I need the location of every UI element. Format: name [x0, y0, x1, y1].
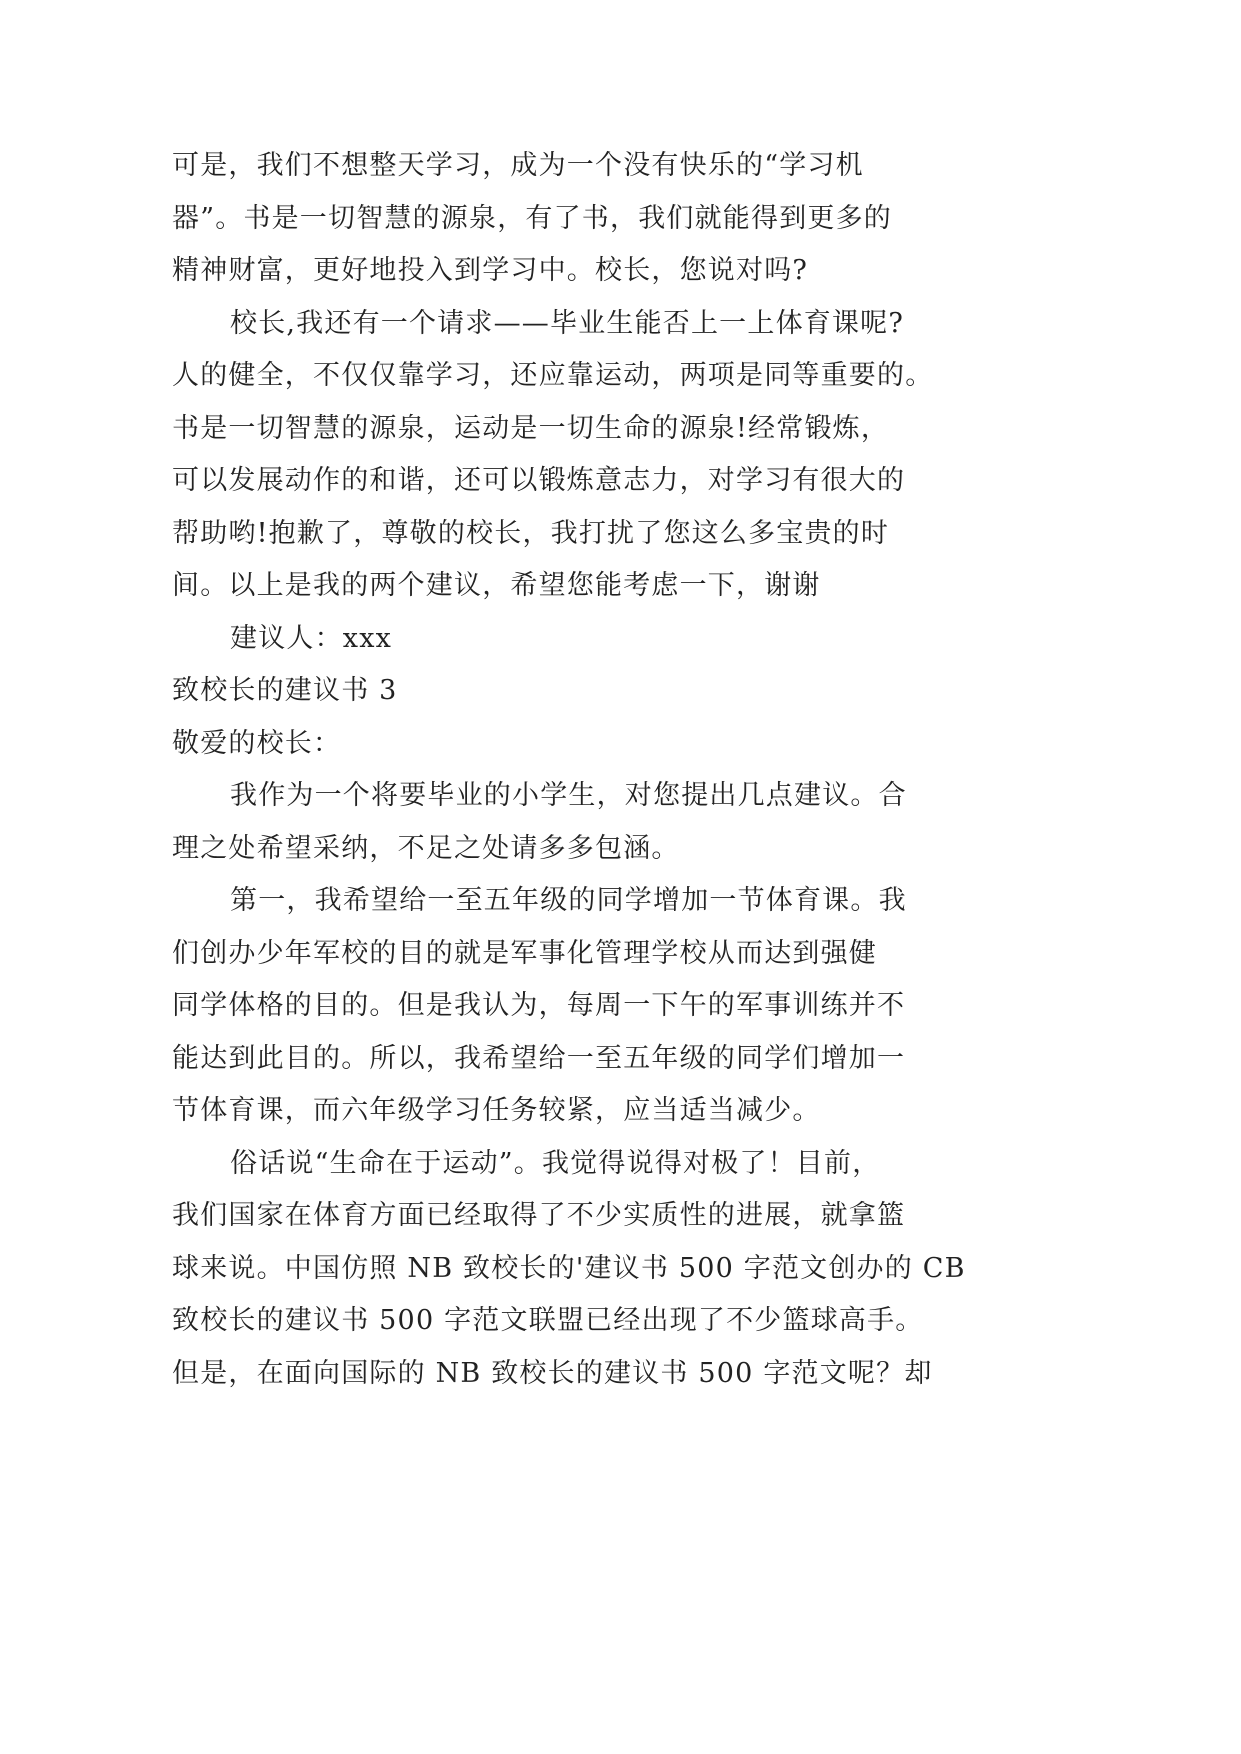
text-line: 致校长的建议书 500 字范文联盟已经出现了不少篮球高手。: [172, 1305, 924, 1336]
text-line: 间。以上是我的两个建议，希望您能考虑一下，谢谢: [172, 570, 821, 601]
signature-line: 建议人：xxx: [230, 622, 393, 654]
text-line: 们创办少年军校的目的就是军事化管理学校从而达到强健: [172, 937, 877, 969]
text-line: 可以发展动作的和谐，还可以锻炼意志力，对学习有很大的: [172, 465, 906, 496]
text-line: 理之处希望采纳，不足之处请多多包涵。: [172, 832, 680, 864]
text-line: 可是，我们不想整天学习，成为一个没有快乐的“学习机: [172, 150, 864, 181]
salutation: 敬爱的校长：: [172, 727, 342, 759]
text-line: 但是，在面向国际的 NB 致校长的建议书 500 字范文呢？却: [172, 1357, 933, 1389]
text-line: 书是一切智慧的源泉，运动是一切生命的源泉!经常锻炼，: [172, 412, 890, 444]
paragraph-start-line: 第一，我希望给一至五年级的同学增加一节体育课。我: [230, 885, 907, 916]
text-line: 能达到此目的。所以，我希望给一至五年级的同学们增加一: [172, 1042, 906, 1074]
document-body: [172, 140, 966, 1400]
text-line: 帮助哟!抱歉了，尊敬的校长，我打扰了您这么多宝贵的时: [172, 517, 890, 549]
paragraph-start-line: 校长,我还有一个请求——毕业生能否上一上体育课呢?: [230, 307, 905, 339]
text-line: 我们国家在体育方面已经取得了不少实质性的进展，就拿篮: [172, 1200, 906, 1231]
text-line: 同学体格的目的。但是我认为，每周一下午的军事训练并不: [172, 990, 906, 1021]
text-line: 节体育课，而六年级学习任务较紧，应当适当减少。: [172, 1095, 821, 1126]
paragraph-start-line: 我作为一个将要毕业的小学生，对您提出几点建议。合: [230, 780, 907, 811]
text-line: 人的健全，不仅仅靠学习，还应靠运动，两项是同等重要的。: [172, 360, 934, 391]
text-line: 精神财富，更好地投入到学习中。校长，您说对吗?: [172, 255, 809, 286]
section-heading: 致校长的建议书 3: [172, 675, 398, 706]
text-line: 器”。书是一切智慧的源泉，有了书，我们就能得到更多的: [172, 202, 893, 234]
text-line: 球来说。中国仿照 NB 致校长的'建议书 500 字范文创办的 CB: [172, 1252, 966, 1284]
paragraph-start-line: 俗话说“生命在于运动”。我觉得说得对极了！目前，: [230, 1147, 881, 1179]
